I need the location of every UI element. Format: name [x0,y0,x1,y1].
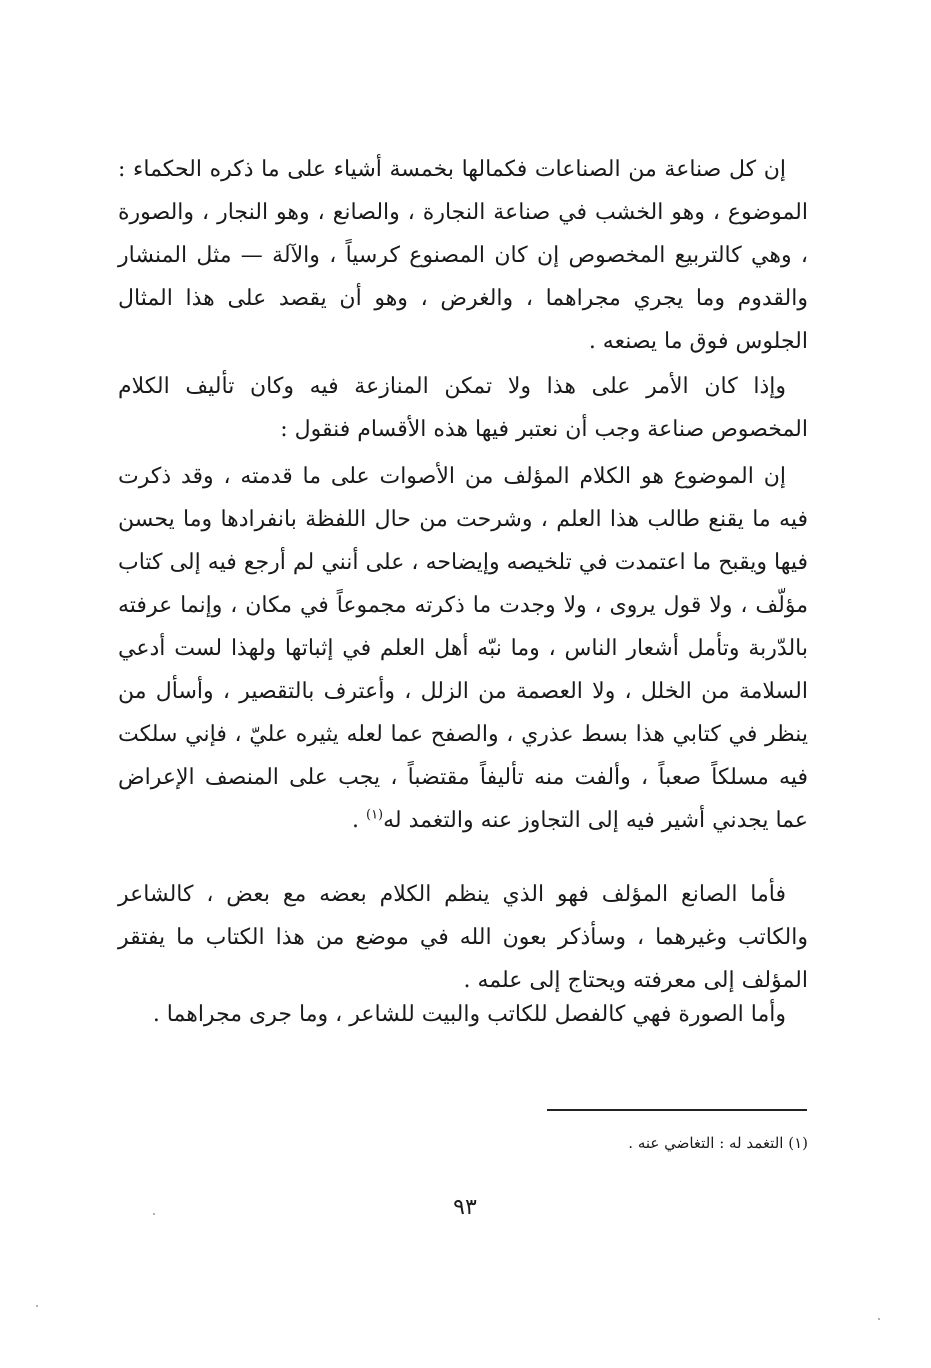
paragraph-5: وأما الصورة فهي كالفصل للكاتب والبيت للشاعر ، وما جرى مجراهما . [152,1002,786,1027]
paragraph-2: وإذا كان الأمر على هذا ولا تمكن المنازعة فيه وكان تأليف الكلام المخصوص صناعة وجب أن نعتبر فيها هذه الأقسام فنقول : [118,374,808,442]
scan-speck [153,1213,155,1215]
body-text [118,148,808,363]
paragraph-3-end: . [351,808,366,833]
paragraph-1: إن كل صناعة من الصناعات فكمالها بخمسة أشياء على ما ذكره الحكماء : الموضوع ، وهو الخشب في صناعة النجارة ، والصانع ، وهو النجار ، والصورة ، وهي كالتربيع المخصوص إن كان المصنوع كرسياً ، والآلة — مثل المنشار والقدوم وما يجري مجراهما ، والغرض ، وهو أن يقصد على هذا المثال الجلوس فوق ما يصنعه . [118,157,808,354]
footnote-divider [547,1109,807,1111]
footnote-reference: (١) [365,807,384,823]
paragraph-3 [118,455,808,842]
page-number: ٩٣ [453,1195,477,1220]
scan-speck [36,1305,38,1307]
body-text [118,993,808,1036]
body-text [118,455,808,842]
paragraph-3-text: إن الموضوع هو الكلام المؤلف من الأصوات على ما قدمته ، وقد ذكرت فيه ما يقنع طالب هذا العلم ، وشرحت من حال اللفظة بانفرادها وما يحسن فيها ويقبح ما اعتمدت في تلخيصه وإيضاحه ، على أنني لم أرجع فيه إلى كتاب مؤلّف ، ولا قول يروى ، ولا وجدت ما ذكرته مجموعاً في مكان ، وإنما عرفته بالدّربة وتأمل أشعار الناس ، وما نبّه أهل العلم في إثباتها ولهذا لست أدعي السلامة من الخلل ، ولا العصمة من الزلل ، وأعترف بالتقصير ، وأسأل من ينظر في كتابي هذا بسط عذري ، والصفح عما لعله يثيره عليّ ، فإني سلكت فيه مسلكاً صعباً ، وألفت منه تأليفاً مقتضباً ، يجب على المنصف الإعراض عما يجدني أشير فيه إلى التجاوز عنه والتغمد له [118,464,808,833]
body-text [118,365,808,451]
paragraph-4: فأما الصانع المؤلف فهو الذي ينظم الكلام بعضه مع بعض ، كالشاعر والكاتب وغيرهما ، وسأذكر بعون الله في موضع من هذا الكتاب ما يفتقر المؤلف إلى معرفته ويحتاج إلى علمه . [118,882,808,993]
footnote: (١) التغمد له : التغاضي عنه . [628,1134,808,1152]
scan-speck [878,1318,880,1320]
body-text [118,873,808,1002]
